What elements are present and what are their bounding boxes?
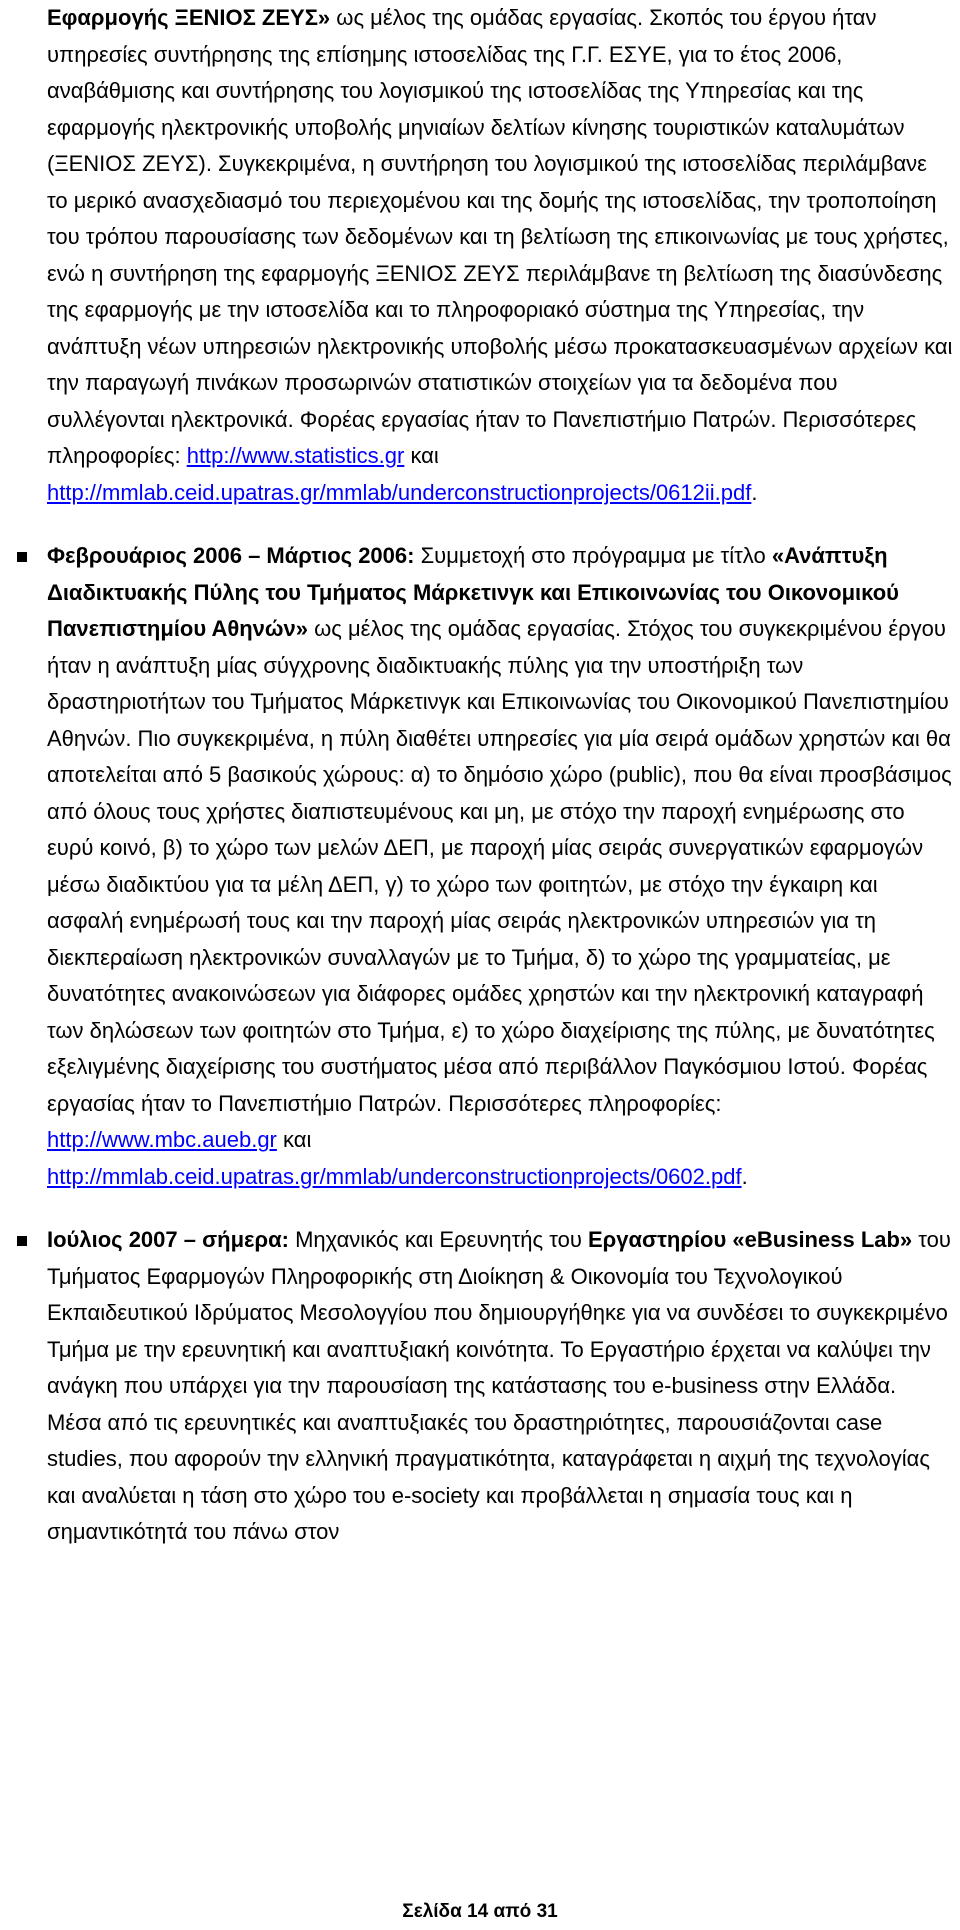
paragraph-text: ως μέλος της ομάδας εργασίας. Σκοπός του έργου ήταν υπηρεσίες συντήρησης της επίσημης ιστοσελίδας της Γ.Γ. ΕΣΥΕ, για το έτος 2006, αναβάθμισης και συντήρησης του λογισμικού της ιστοσελίδας της Υπηρεσίας και της εφαρμογής ηλεκτρονικής υποβολής μηνιαίων δελτίων κίνησης τουριστικών καταλυμάτων (ΞΕΝΙΟΣ ΖΕΥΣ). Συγκεκριμένα, η συντήρηση του λογισμικού της ιστοσελίδας περιλάμβανε το μερικό ανασχεδιασμό του περιεχομένου και της δομής της ιστοσελίδας, την τροποποίηση του τρόπου παρουσίασης των δεδομένων και τη βελτίωση της επικοινωνίας με τους χρήστες, ενώ η συντήρηση της εφαρμογής ΞΕΝΙΟΣ ΖΕΥΣ περιλάμβανε τη βελτίωση της διασύνδεσης της εφαρμογής με την ιστοσελίδα και το πληροφοριακό σύστημα της Υπηρεσίας, την ανάπτυξη νέων υπηρεσιών ηλεκτρονικής υποβολής μέσω προκατασκευασμένων αρχείων και την παραγωγή πινάκων προσωρινών στατιστικών στοιχείων για τα δεδομένα που συλλέγονται ηλεκτρονικά. Φορέας εργασίας ήταν το Πανεπιστήμιο Πατρών. Περισσότερες πληροφορίες: [47,5,953,468]
entry-lab-title: Εργαστηρίου «eBusiness Lab» [587,1227,913,1252]
project-pdf-link[interactable]: http://mmlab.ceid.upatras.gr/mmlab/underconstructionprojects/0602.pdf [47,1163,742,1189]
entry-date-label: Ιούλιος 2007 – σήμερα: [47,1227,289,1252]
entry-description: ως μέλος της ομάδας εργασίας. Στόχος του συγκεκριμένου έργου ήταν η ανάπτυξη μίας σύγχρονης διαδικτυακής πύλης για την υποστήριξη των δραστηριοτήτων του Τμήματος Μάρκετινγκ και Επικοινωνίας του Οικονομικού Πανεπιστημίου Αθηνών. Πιο συγκεκριμένα, η πύλη διαθέτει υπηρεσίες για μία σειρά ομάδων χρηστών και θα αποτελείται από 5 βασικούς χώρους: α) το δημόσιο χώρο (public), που θα είναι προσβάσιμος από όλους τους χρήστες διαπιστευμένους και μη, με στόχο την παροχή ενημέρωσης στο ευρύ κοινό, β) το χώρο των μελών ΔΕΠ, με παροχή μίας σειράς συνεργατικών εφαρμογών μέσω διαδικτύου για τα μέλη ΔΕΠ, γ) το χώρο των φοιτητών, με στόχο την έγκαιρη και ασφαλή ενημέρωσή τους και την παροχή μίας σειράς ηλεκτρονικών υπηρεσιών για τη διεκπεραίωση ηλεκτρονικών συναλλαγών με το Τμήμα, δ) το χώρο της γραμματείας, με δυνατότητες ανακοινώσεων για διάφορες ομάδες χρηστών και την ηλεκτρονική καταγραφή των δηλώσεων των φοιτητών στο Τμήμα, ε) το χώρο διαχείρισης της πύλης, με δυνατότητες εξελιγμένης διαχείρισης του συστήματος μέσα από περιβάλλον Παγκόσμιου Ιστού. Φορέας εργασίας ήταν το Πανεπιστήμιο Πατρών. Περισσότερες πληροφορίες: [47,616,952,1116]
square-bullet-icon [17,552,27,562]
page-content [47,0,953,1551]
entry-project-title: «Ανάπτυξη Διαδικτυακής Πύλης του Τμήματος Μάρκετινγκ και Επικοινωνίας του Οικονομικού Πανεπιστημίου Αθηνών» [47,543,899,641]
entry-description: του Τμήματος Εφαρμογών Πληροφορικής στη Διοίκηση & Οικονομία του Τεχνολογικού Εκπαιδευτικού Ιδρύματος Μεσολογγίου που δημιουργήθηκε για να συνδέσει το συγκεκριμένο Τμήμα με την ερευνητική και αναπτυξιακή κοινότητα. Το Εργαστήριο έρχεται να καλύψει την ανάγκη που υπάρχει για την παρουσίαση της κατάστασης του e-business στην Ελλάδα. Μέσα από τις ερευνητικές και αναπτυξιακές του δραστηριότητες, παρουσιάζονται case studies, που αφορούν την ελληνική πραγματικότητα, καταγράφεται η αιχμή της τεχνολογίας και αναλύεται η τάση στο χώρο του e-society και προβάλλεται η σημασία τους και η σημαντικότητά του πάνω στον [47,1227,951,1544]
paragraph-end: . [751,479,758,505]
mbc-link[interactable]: http://www.mbc.aueb.gr [47,1127,277,1152]
entry-text: Μηχανικός και Ερευνητής του [288,1227,588,1252]
app-name-bold: Εφαρμογής ΞΕΝΙΟΣ ΖΕΥΣ» [47,5,331,30]
entry-text: Συμμετοχή στο πρόγραμμα με τίτλο [414,543,772,568]
continued-paragraph [47,0,953,511]
entry-date-label: Φεβρουάριος 2006 – Μάρτιος 2006: [47,543,415,568]
project-pdf-link[interactable]: http://mmlab.ceid.upatras.gr/mmlab/underconstructionprojects/0612ii.pdf [47,479,752,505]
page-footer: Σελίδα 14 από 31 [402,1901,558,1922]
entry-end: . [741,1163,748,1189]
experience-entry [47,1222,953,1551]
statistics-link[interactable]: http://www.statistics.gr [186,443,405,468]
experience-entry [47,538,953,1195]
square-bullet-icon [17,1236,27,1246]
paragraph-text-conjunction: και [404,443,439,468]
entry-text-conjunction: και [276,1127,312,1152]
